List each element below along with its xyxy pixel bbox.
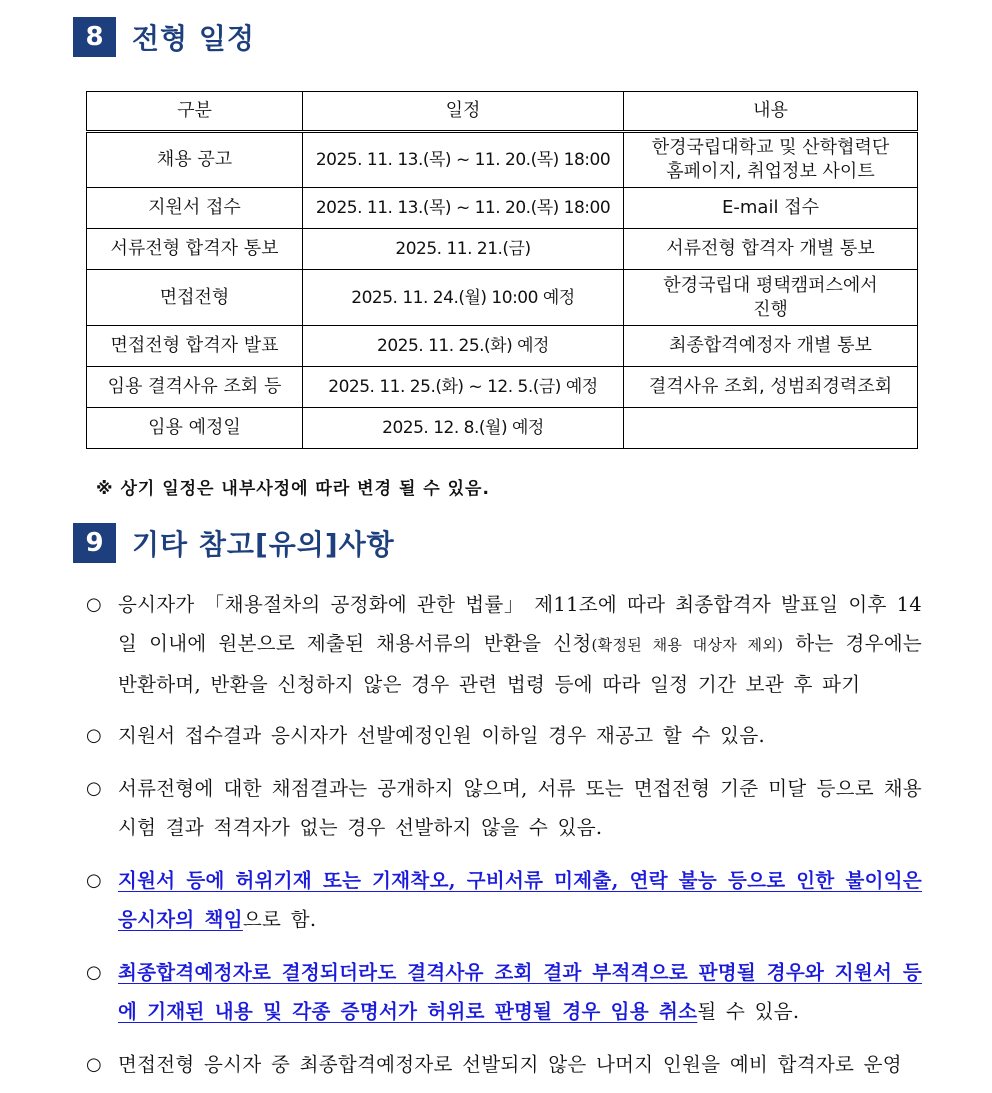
schedule-cell: 2025. 11. 25.(화) ~ 12. 5.(금) 예정 xyxy=(303,367,624,408)
content-line: 홈페이지, 취업정보 사이트 xyxy=(666,161,875,182)
list-item xyxy=(86,861,922,939)
item-text: 지원서 접수결과 응시자가 선발예정인원 이하일 경우 재공고 할 수 있음. xyxy=(118,724,765,747)
schedule-note: ※ 상기 일정은 내부사정에 따라 변경 될 수 있음. xyxy=(96,479,490,499)
content-cell: 결격사유 조회, 성범죄경력조회 xyxy=(624,367,918,408)
table-header-row xyxy=(87,92,918,132)
item-text: 서류전형에 대한 채점결과는 공개하지 않으며, 서류 또는 면접전형 기준 미달 등으로 채용시험 결과 적격자가 없는 경우 선발하지 않을 수 있음. xyxy=(118,777,922,839)
bullet-mark: ○ xyxy=(86,962,103,983)
item-text: 으로 함. xyxy=(242,908,317,931)
category-cell: 지원서 접수 xyxy=(87,188,303,229)
schedule-cell: 2025. 12. 8.(월) 예정 xyxy=(303,408,624,449)
category-cell: 면접전형 xyxy=(87,270,303,326)
category-cell: 임용 결격사유 조회 등 xyxy=(87,367,303,408)
bullet-mark: ○ xyxy=(86,1054,103,1075)
list-item xyxy=(86,769,922,847)
bullet-mark: ○ xyxy=(86,778,103,799)
table-row xyxy=(87,229,918,270)
content-cell: 최종합격예정자 개별 통보 xyxy=(624,326,918,367)
bullet-mark: ○ xyxy=(86,725,103,746)
section-8-header xyxy=(73,17,255,57)
item-text: 응시자가 「채용절차의 공정화에 관한 법률」 제11조에 따라 최종합격자 발표일 이후 14일 이내에 원본으로 제출된 채용서류의 반환을 신청 xyxy=(118,593,922,655)
section-9-header xyxy=(73,523,395,563)
category-cell: 서류전형 합격자 통보 xyxy=(87,229,303,270)
schedule-cell: 2025. 11. 25.(화) 예정 xyxy=(303,326,624,367)
table-row xyxy=(87,408,918,449)
highlighted-text: 지원서 등에 허위기재 또는 기재착오, 구비서류 미제출, 연락 불능 등으로 인한 불이익은 응시자의 책임 xyxy=(118,869,922,931)
column-header: 일정 xyxy=(303,92,624,132)
table-row xyxy=(87,326,918,367)
list-item xyxy=(86,953,922,1031)
bullet-mark: ○ xyxy=(86,870,103,891)
category-cell: 채용 공고 xyxy=(87,132,303,188)
bullet-mark: ○ xyxy=(86,594,103,615)
table-row xyxy=(87,188,918,229)
content-cell xyxy=(624,132,918,188)
content-cell: 서류전형 합격자 개별 통보 xyxy=(624,229,918,270)
item-parenthetical: (확정된 채용 대상자 제외) xyxy=(591,636,784,654)
schedule-cell: 2025. 11. 24.(월) 10:00 예정 xyxy=(303,270,624,326)
table-row xyxy=(87,270,918,326)
item-text: 될 수 있음. xyxy=(697,1000,800,1023)
content-line: 한경국립대 평택캠퍼스에서 xyxy=(663,274,878,296)
column-header: 내용 xyxy=(624,92,918,132)
item-text: 하는 경우에는 반환하며, 반환을 신청하지 않은 경우 관련 법령 등에 따라 일정 기간 보관 후 파기 xyxy=(118,632,922,696)
content-cell: E-mail 접수 xyxy=(624,188,918,229)
table-row xyxy=(87,367,918,408)
highlighted-text: 최종합격예정자로 결정되더라도 결격사유 조회 결과 부적격으로 판명될 경우와 지원서 등에 기재된 내용 및 각종 증명서가 허위로 판명될 경우 임용 취소 xyxy=(118,961,922,1023)
schedule-table xyxy=(86,91,918,449)
list-item xyxy=(86,585,922,704)
content-line: 진행 xyxy=(753,298,788,320)
content-line: 한경국립대학교 및 산학협력단 xyxy=(651,137,890,158)
item-text: 면접전형 응시자 중 최종합격예정자로 선발되지 않은 나머지 인원을 예비 합격자로 운영 xyxy=(118,1053,902,1076)
notes-list xyxy=(86,585,922,1084)
table-row xyxy=(87,132,918,188)
section-title: 기타 참고[유의]사항 xyxy=(132,528,395,561)
schedule-cell: 2025. 11. 21.(금) xyxy=(303,229,624,270)
content-cell xyxy=(624,270,918,326)
list-item xyxy=(86,1045,922,1084)
content-cell xyxy=(624,408,918,449)
section-title: 전형 일정 xyxy=(132,22,255,55)
section-number-badge: 8 xyxy=(73,17,116,57)
schedule-cell: 2025. 11. 13.(목) ~ 11. 20.(목) 18:00 xyxy=(303,132,624,188)
schedule-cell: 2025. 11. 13.(목) ~ 11. 20.(목) 18:00 xyxy=(303,188,624,229)
category-cell: 면접전형 합격자 발표 xyxy=(87,326,303,367)
list-item xyxy=(86,716,922,755)
category-cell: 임용 예정일 xyxy=(87,408,303,449)
section-number-badge: 9 xyxy=(73,523,116,563)
column-header: 구분 xyxy=(87,92,303,132)
